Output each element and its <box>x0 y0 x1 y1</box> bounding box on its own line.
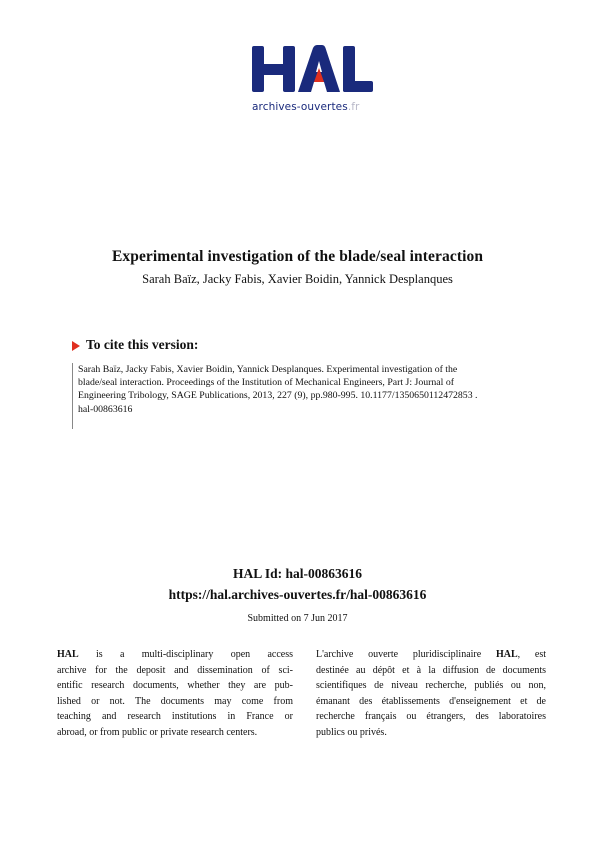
citation-line: Sarah Baïz, Jacky Fabis, Xavier Boidin, Yannick Desplanques. Experimental investigation of the <box>78 364 458 375</box>
citation-block <box>72 363 563 429</box>
citation-line: Engineering Tribology, SAGE Publications, 2013, 227 (9), pp.980-995. 10.1177/1350650112472853 . <box>78 390 478 401</box>
description-line: entific research documents, whether they are pub- <box>57 680 293 692</box>
logo-subtitle-main: archives-ouvertes <box>252 101 348 113</box>
description-line: recherche français ou étrangers, des laboratoires <box>316 711 546 723</box>
hal-id: HAL Id: hal-00863616 <box>232 566 363 581</box>
description-line-start: L'archive ouverte pluridisciplinaire <box>316 649 496 660</box>
hal-url-link[interactable]: https://hal.archives-ouvertes.fr/hal-00863616 <box>168 587 427 602</box>
triangle-bullet-icon <box>72 341 80 351</box>
submission-date: Submitted on 7 Jun 2017 <box>247 613 348 624</box>
hal-logo <box>250 44 380 116</box>
hal-logo-mark <box>250 44 376 100</box>
description-line: lished or not. The documents may come from <box>57 695 293 707</box>
citation-line: blade/seal interaction. Proceedings of the Institution of Mechanical Engineers, Part J: Journal of <box>78 377 454 388</box>
description-english <box>57 647 293 741</box>
citation-line-hal-id[interactable]: hal-00863616 <box>78 404 133 415</box>
logo-letter-l-foot <box>343 81 373 92</box>
description-line: abroad, or from public or private research centers. <box>57 726 258 738</box>
citation-heading-text: To cite this version: <box>86 337 199 352</box>
description-line: scientifiques de niveau recherche, publiés ou non, <box>316 680 546 692</box>
description-line: archive for the deposit and dissemination of sci- <box>57 664 293 676</box>
hal-bold-label: HAL <box>57 649 79 660</box>
description-line: destinée au dépôt et à la diffusion de documents <box>316 664 546 676</box>
description-line-rest: , est <box>517 649 547 660</box>
description-french <box>316 647 546 741</box>
description-line: émanant des établissements d'enseignement et de <box>316 695 546 707</box>
description-line <box>57 647 293 663</box>
description-line: publics ou privés. <box>316 726 387 738</box>
logo-subtitle <box>252 101 359 113</box>
logo-subtitle-suffix: .fr <box>347 101 360 113</box>
paper-authors: Sarah Baïz, Jacky Fabis, Xavier Boidin, Yannick Desplanques <box>142 272 453 286</box>
description-line <box>316 647 546 663</box>
hal-bold-label: HAL <box>495 649 518 660</box>
citation-heading <box>72 337 198 353</box>
description-line: teaching and research institutions in France or <box>57 711 293 723</box>
paper-title: Experimental investigation of the blade/seal interaction <box>111 248 484 265</box>
logo-letter-h-bar <box>262 64 285 75</box>
description-line-rest: is a multi-disciplinary open access <box>78 649 293 660</box>
